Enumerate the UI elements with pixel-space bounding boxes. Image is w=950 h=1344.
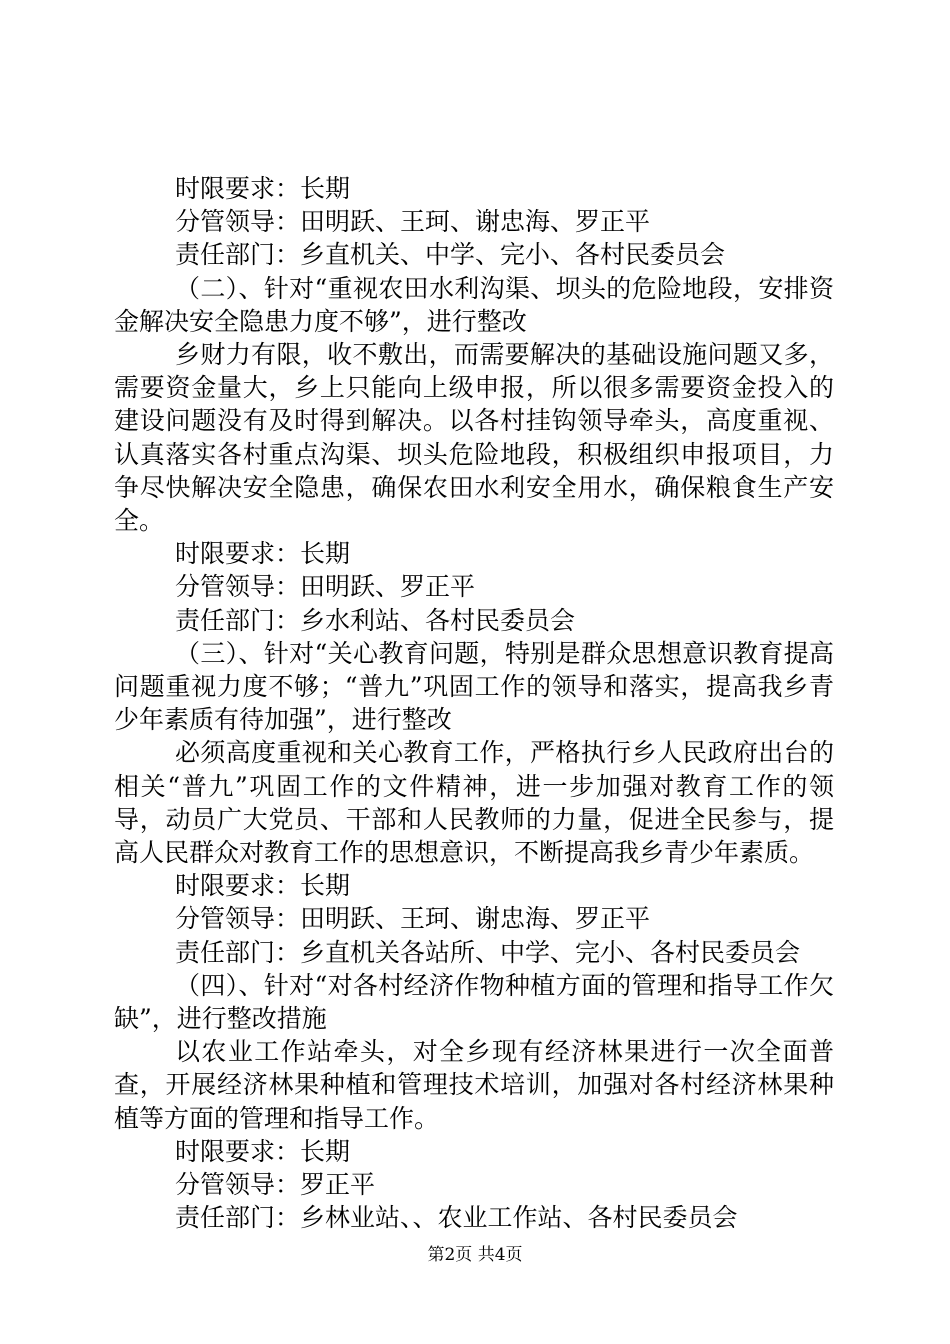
paragraph-body-2: 乡财力有限，收不敷出，而需要解决的基础设施问题又多，需要资金量大，乡上只能向上级申报，所以很多需要资金投入的建设问题没有及时得到解决。以各村挂钩领导牵头，高度重视、认真落实各村重点沟渠、坝头危险地段，积极组织申报项目，力争尽快解决安全隐患，确保农田水利安全用水，确保粮食生产安全。 [114,340,834,536]
page-footer: 第2页 共4页 [427,1245,523,1265]
paragraph-time-limit: 时限要求：长期 [175,871,351,901]
section-heading-4: （四）、针对“对各村经济作物种植方面的管理和指导工作欠缺”，进行整改措施 [114,970,834,1034]
paragraph-leaders: 分管领导：田明跃、罗正平 [175,572,476,602]
paragraph-body-4: 以农业工作站牵头，对全乡现有经济林果进行一次全面普查，开展经济林果种植和管理技术培训，加强对各村经济林果种植等方面的管理和指导工作。 [114,1037,834,1133]
paragraph-time-limit: 时限要求：长期 [175,539,351,569]
paragraph-departments: 责任部门：乡水利站、各村民委员会 [175,605,576,635]
paragraph-departments: 责任部门：乡直机关、中学、完小、各村民委员会 [175,240,726,270]
section-heading-2: （二）、针对“重视农田水利沟渠、坝头的危险地段，安排资金解决安全隐患力度不够”，进行整改 [114,273,834,336]
paragraph-departments: 责任部门：乡林业站、、农业工作站、各村民委员会 [175,1203,738,1233]
paragraph-departments: 责任部门：乡直机关各站所、中学、完小、各村民委员会 [175,937,801,967]
section-heading-3: （三）、针对“关心教育问题，特别是群众思想意识教育提高问题重视力度不够；“普九”巩固工作的领导和落实，提高我乡青少年素质有待加强”，进行整改 [114,638,834,735]
document-body [114,172,834,1235]
paragraph-leaders: 分管领导：田明跃、王珂、谢忠海、罗正平 [175,207,651,237]
paragraph-time-limit: 时限要求：长期 [175,174,351,203]
paragraph-body-3: 必须高度重视和关心教育工作，严格执行乡人民政府出台的相关“普九”巩固工作的文件精神，进一步加强对教育工作的领导，动员广大党员、干部和人民教师的力量，促进全民参与，提高人民群众对教育工作的思想意识，不断提高我乡青少年素质。 [114,738,834,868]
paragraph-leaders: 分管领导：田明跃、王珂、谢忠海、罗正平 [175,904,651,934]
paragraph-leaders: 分管领导：罗正平 [175,1170,376,1200]
paragraph-time-limit: 时限要求：长期 [175,1136,351,1166]
